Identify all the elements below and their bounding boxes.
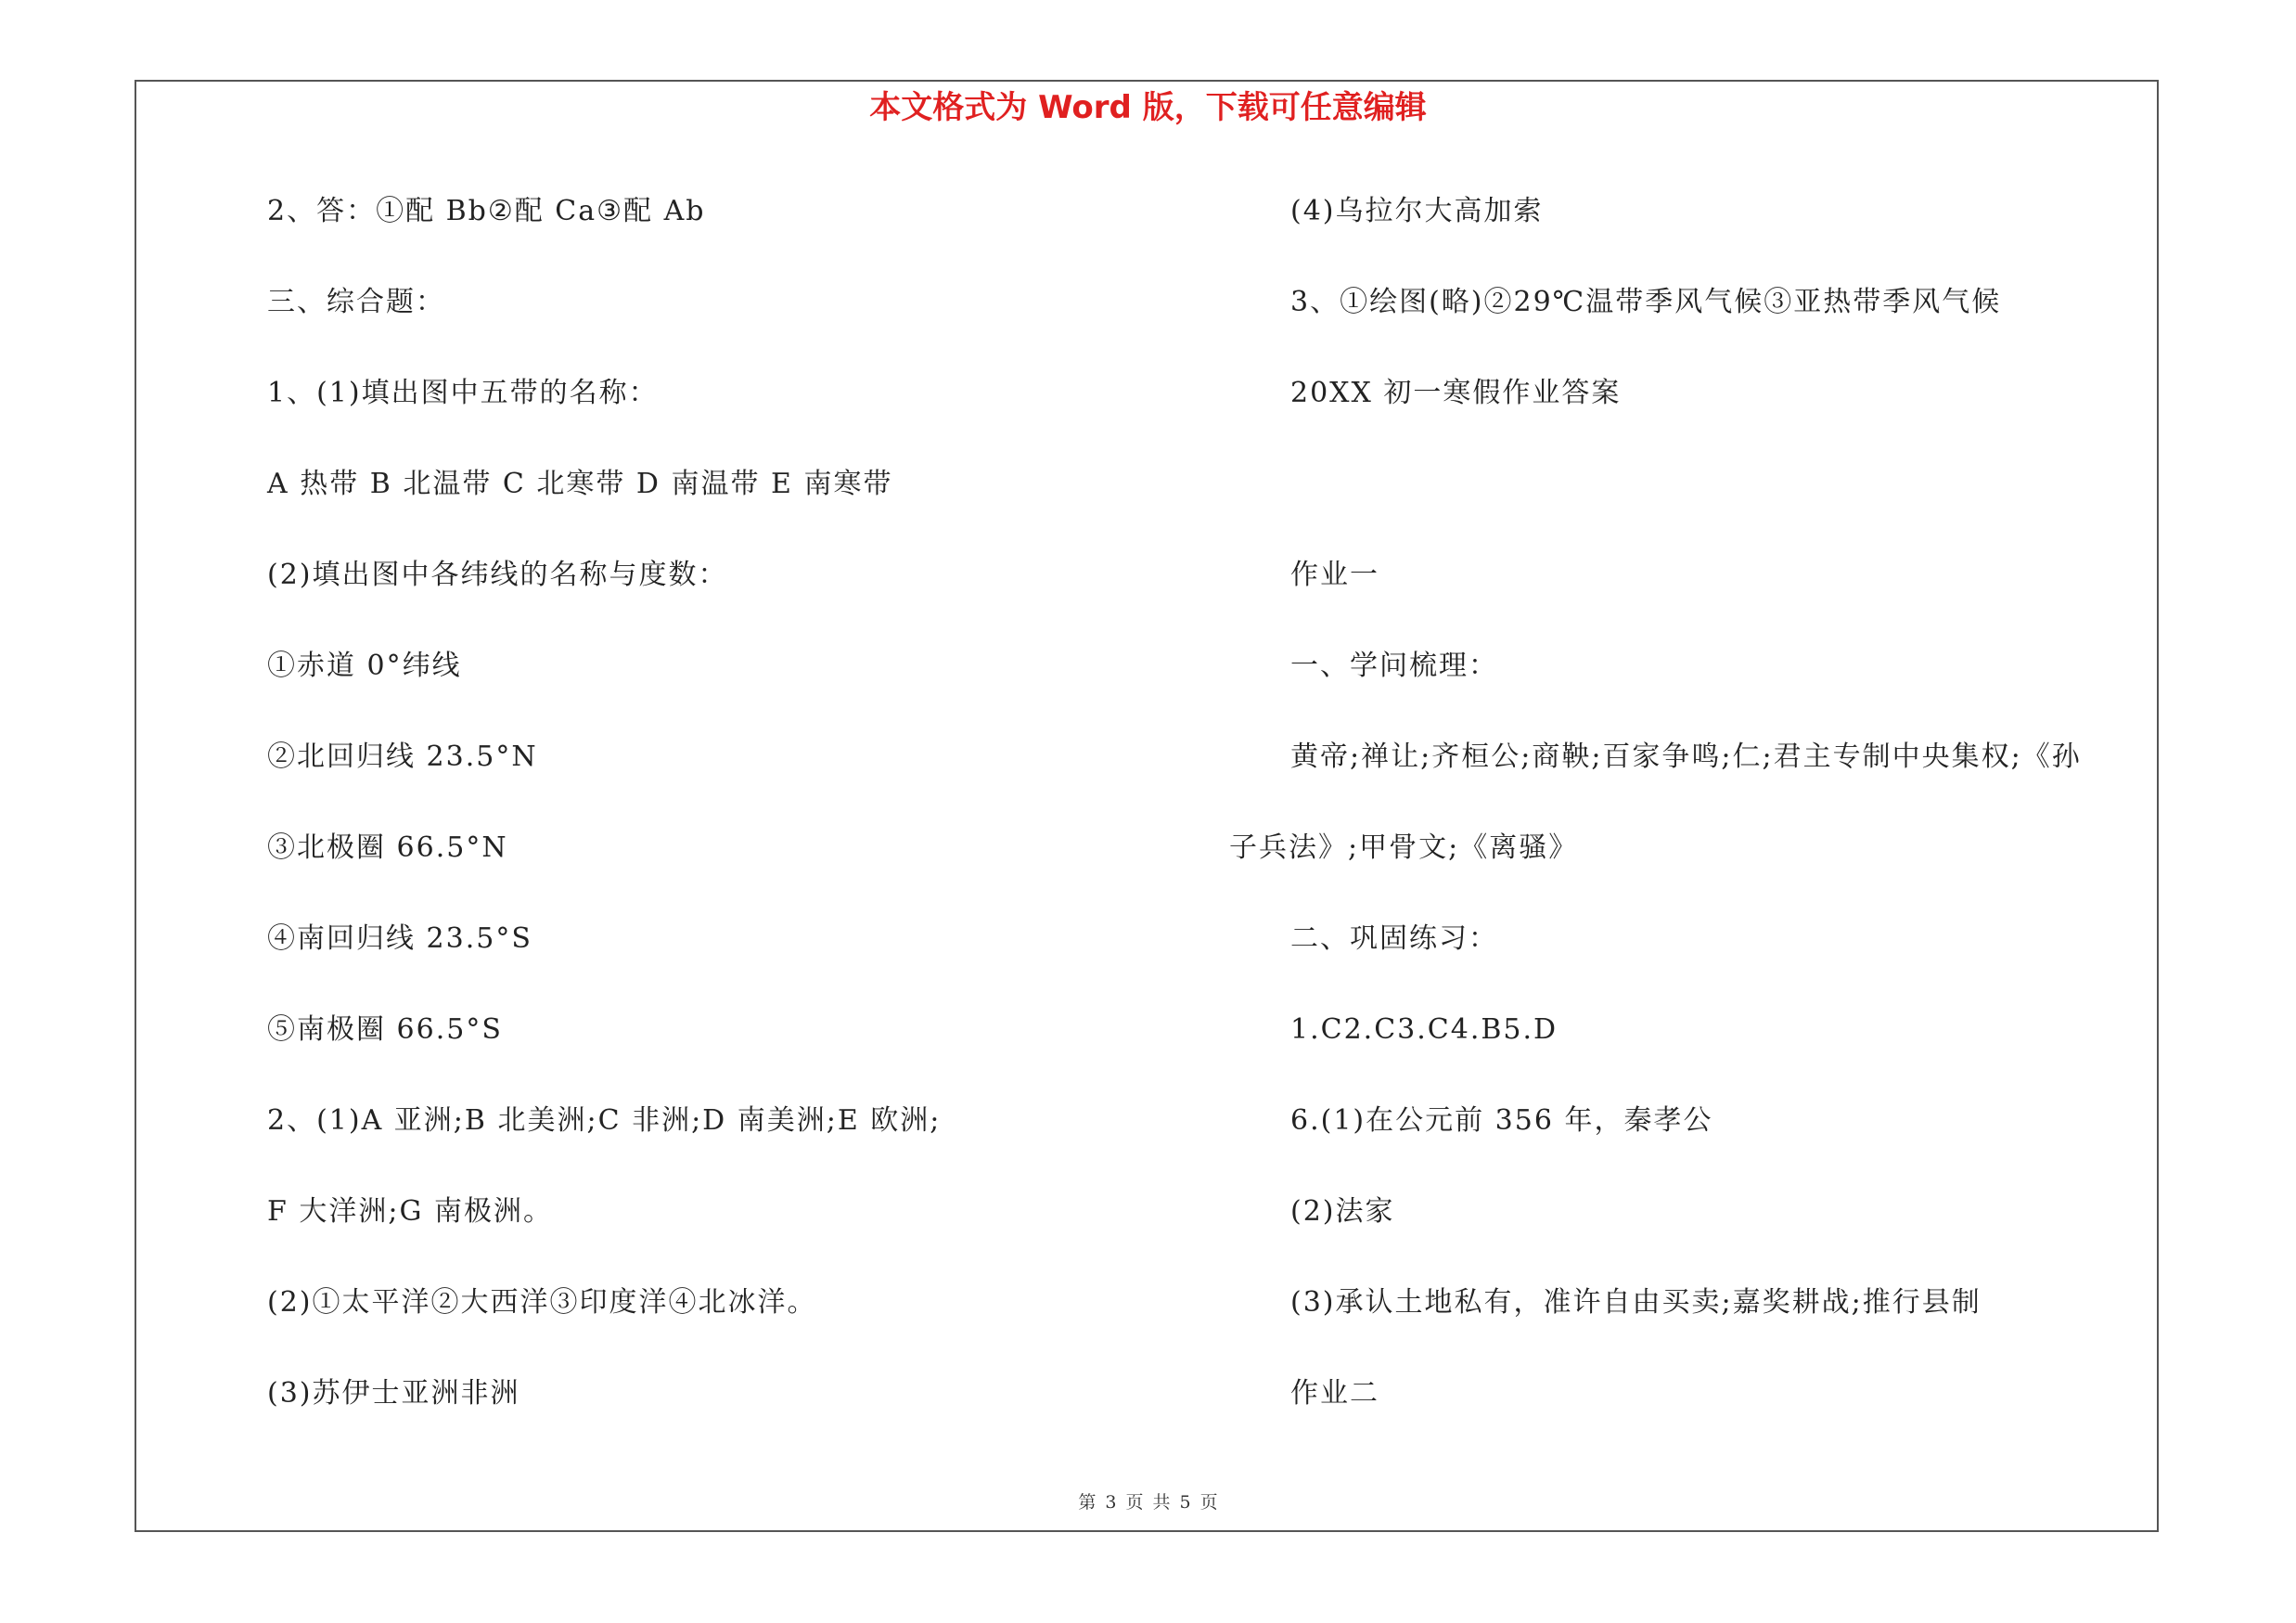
text-line: 2、(1)A 亚洲;B 北美洲;C 非洲;D 南美洲;E 欧洲; — [267, 1104, 942, 1137]
text-line: (3)苏伊士亚洲非洲 — [267, 1377, 520, 1410]
text-line-continuation: 子兵法》;甲骨文;《离骚》 — [1229, 831, 1579, 864]
text-line: ④南回归线 23.5°S — [267, 922, 532, 955]
text-line: F 大洋洲;G 南极洲。 — [267, 1195, 553, 1228]
text-line: (3)承认土地私有，准许自由买卖;嘉奖耕战;推行县制 — [1290, 1286, 1982, 1319]
document-header-notice: 本文格式为 Word 版，下载可任意编辑 — [869, 89, 1427, 126]
text-line: 三、综合题： — [267, 286, 445, 318]
text-line: 3、①绘图(略)②29℃温带季风气候③亚热带季风气候 — [1290, 286, 2002, 318]
text-line: (2)①太平洋②大西洋③印度洋④北冰洋。 — [267, 1286, 817, 1319]
text-line: ⑤南极圈 66.5°S — [267, 1013, 503, 1046]
text-line: 黄帝;禅让;齐桓公;商鞅;百家争鸣;仁;君主专制中央集权;《孙 — [1290, 741, 2082, 773]
text-line: 6.(1)在公元前 356 年，秦孝公 — [1290, 1104, 1713, 1137]
text-line: 1.C2.C3.C4.B5.D — [1290, 1013, 1558, 1046]
text-line: 1、(1)填出图中五带的名称： — [267, 377, 659, 409]
text-line: (2)填出图中各纬线的名称与度数： — [267, 559, 728, 591]
right-column — [1229, 184, 2082, 1457]
text-line: ③北极圈 66.5°N — [267, 831, 508, 864]
section-heading: 作业二 — [1290, 1377, 1379, 1410]
text-line: A 热带 B 北温带 C 北寒带 D 南温带 E 南寒带 — [267, 468, 893, 500]
text-line: ①赤道 0°纬线 — [267, 650, 462, 682]
text-line: 二、巩固练习： — [1290, 922, 1498, 955]
text-line: (4)乌拉尔大高加索 — [1290, 195, 1544, 227]
text-line: 20XX 初一寒假作业答案 — [1290, 377, 1622, 409]
text-line: (2)法家 — [1290, 1195, 1395, 1228]
blank-line — [1290, 457, 2082, 547]
page-number-footer: 第 3 页 共 5 页 — [1078, 1492, 1218, 1513]
text-line: 一、学问梳理： — [1290, 650, 1498, 682]
left-column — [267, 184, 941, 1457]
text-line: ②北回归线 23.5°N — [267, 741, 538, 773]
section-heading: 作业一 — [1290, 559, 1379, 591]
text-line: 2、答：①配 Bb②配 Ca③配 Ab — [267, 195, 706, 227]
